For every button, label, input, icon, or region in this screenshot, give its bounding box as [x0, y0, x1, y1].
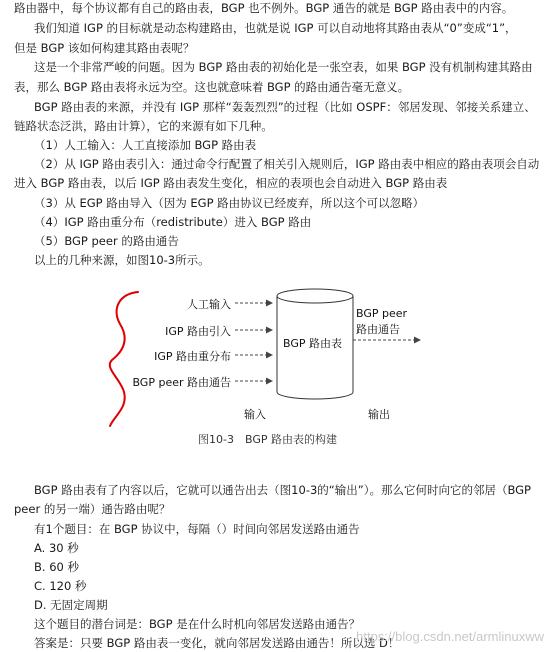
option-c: C. 120 秒 [34, 579, 87, 593]
paragraph-line: 以上的几种来源，如图10-3所示。 [34, 253, 210, 267]
paragraph-line: peer 的另一端）通告路由呢？ [14, 502, 171, 516]
paragraph-line: 但是 BGP 该如何构建其路由表呢？ [14, 41, 195, 55]
option-b: B. 60 秒 [34, 560, 79, 574]
input-caption: 输入 [244, 408, 266, 421]
answer-line: 答案是：只要 BGP 路由表一变化，就向邻居发送路由通告！所以选 D！ [34, 636, 400, 650]
list-item: （4）IGP 路由重分布（redistribute）进入 BGP 路由 [34, 215, 312, 229]
cylinder-top [277, 289, 353, 303]
bgp-route-table-diagram [0, 280, 554, 480]
list-item: （3）从 EGP 路由导入（因为 EGP 路由协议已经废弃，所以这个可以忽略） [34, 196, 425, 210]
red-annotation-curve [110, 292, 138, 426]
input-label-bgp-peer: BGP peer 路由通告 [132, 376, 231, 389]
option-d: D. 无固定周期 [34, 598, 108, 612]
input-label-igp-redistribute: IGP 路由重分布 [154, 350, 231, 363]
list-item: （1）人工输入：人工直接添加 BGP 路由表 [34, 138, 257, 152]
output-label-line2: 路由通告 [356, 323, 400, 336]
input-label-manual: 人工输入 [187, 298, 231, 311]
list-item: （2）从 IGP 路由表引入：通过命令行配置了相关引入规则后，IGP 路由表中相应的路由表项会自动 [34, 157, 540, 171]
question-line: 有1个题目：在 BGP 协议中，每隔（）时间向邻居发送路由通告 [34, 522, 360, 536]
watermark: https://blog.csdn.net/armlinuxww [356, 629, 544, 644]
paragraph-line: 这是一个非常严峻的问题。因为 BGP 路由表的初始化是一张空表，如果 BGP 没有机制构建其路由 [34, 60, 533, 74]
figure-caption: 图10-3 BGP 路由表的构建 [198, 433, 337, 446]
list-item: 进入 BGP 路由表，以后 IGP 路由表发生变化，相应的表项也会自动进入 BGP 路由表 [14, 176, 448, 190]
list-item: （5）BGP peer 的路由通告 [34, 234, 179, 248]
output-label-line1: BGP peer [356, 307, 408, 320]
cylinder-label: BGP 路由表 [283, 337, 343, 350]
paragraph-line: 链路状态泛洪，路由计算），它的来源有如下几种。 [14, 119, 273, 133]
paragraph-line: 我们知道 IGP 的目标就是动态构建路由，也就是说 IGP 可以自动地将其路由表从“0”变成“1”， [34, 21, 517, 35]
paragraph-line: 表，那么 BGP 路由表将永远为空。这也就意味着 BGP 的路由通告毫无意义。 [14, 80, 410, 94]
paragraph-line: 这个题目的潜台词是：BGP 是在什么时机向邻居发送路由通告？ [34, 617, 361, 631]
paragraph-line: BGP 路由表有了内容以后，它就可以通告出去（图10-3的“输出”）。那么它何时向它的邻居（BGP [34, 483, 531, 497]
input-label-igp-import: IGP 路由引入 [165, 325, 231, 338]
paragraph-line: 路由器中，每个协议都有自己的路由表，BGP 也不例外。BGP 通告的就是 BGP 路由表中的内容。 [14, 1, 514, 15]
cylinder-bottom [277, 392, 353, 399]
option-a: A. 30 秒 [34, 541, 79, 555]
paragraph-line: BGP 路由表的来源，并没有 IGP 那样“轰轰烈烈”的过程（比如 OSPF：邻居发现、邻接关系建立、 [34, 100, 536, 114]
output-caption: 输出 [368, 408, 390, 421]
